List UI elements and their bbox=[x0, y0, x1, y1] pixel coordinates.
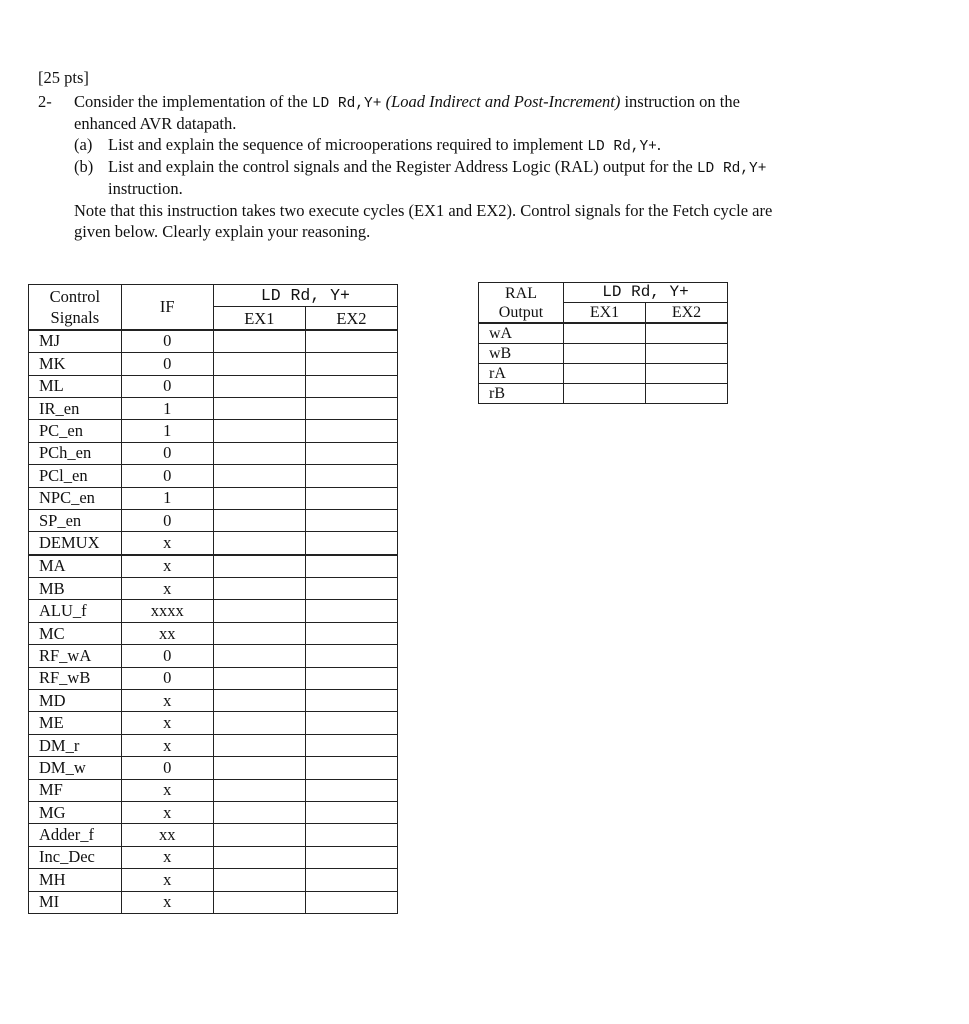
if-value: 0 bbox=[121, 465, 213, 487]
header-ral-output: RAL Output bbox=[479, 283, 564, 324]
ex2-cell[interactable] bbox=[305, 509, 397, 531]
signal-name: ML bbox=[29, 375, 122, 397]
if-value: 0 bbox=[121, 667, 213, 689]
signal-name: IR_en bbox=[29, 397, 122, 419]
ex2-cell[interactable] bbox=[305, 442, 397, 464]
ex2-cell[interactable] bbox=[305, 353, 397, 375]
ex2-cell[interactable] bbox=[305, 846, 397, 868]
ex1-cell[interactable] bbox=[213, 465, 305, 487]
table-row bbox=[29, 734, 398, 756]
if-value: 0 bbox=[121, 509, 213, 531]
if-value: 1 bbox=[121, 420, 213, 442]
ral-ex1-cell[interactable] bbox=[564, 364, 646, 384]
signal-name: MJ bbox=[29, 330, 122, 353]
ex1-cell[interactable] bbox=[213, 734, 305, 756]
part-a-label: (a) bbox=[74, 135, 93, 154]
ex1-cell[interactable] bbox=[213, 846, 305, 868]
table-row bbox=[29, 779, 398, 801]
if-value: 0 bbox=[121, 442, 213, 464]
ral-header-instruction: LD Rd, Y+ bbox=[564, 283, 728, 303]
ex1-cell[interactable] bbox=[213, 622, 305, 644]
if-value: 1 bbox=[121, 397, 213, 419]
ex2-cell[interactable] bbox=[305, 690, 397, 712]
part-b-line2: instruction. bbox=[108, 179, 183, 198]
ral-table-row bbox=[479, 323, 728, 344]
ral-ex2-cell[interactable] bbox=[646, 323, 728, 344]
table-row bbox=[29, 846, 398, 868]
control-signals-table bbox=[28, 284, 398, 914]
table-row bbox=[29, 532, 398, 555]
signal-name: MC bbox=[29, 622, 122, 644]
if-value: 0 bbox=[121, 330, 213, 353]
ral-output-table bbox=[478, 282, 728, 404]
question-intro-line1: Consider the implementation of the LD Rd,Y+ (Load Indirect and Post-Increment) instruction on the bbox=[74, 92, 740, 112]
ral-header-ex2: EX2 bbox=[646, 303, 728, 324]
points-label: [25 pts] bbox=[38, 68, 89, 87]
table-row bbox=[29, 375, 398, 397]
signal-name: SP_en bbox=[29, 509, 122, 531]
table-row bbox=[29, 622, 398, 644]
note-line2: given below. Clearly explain your reasoning. bbox=[74, 222, 371, 241]
signal-name: PCh_en bbox=[29, 442, 122, 464]
ex2-cell[interactable] bbox=[305, 801, 397, 823]
ex2-cell[interactable] bbox=[305, 869, 397, 891]
if-value: xx bbox=[121, 622, 213, 644]
table-row bbox=[29, 420, 398, 442]
part-b-text: List and explain the control signals and the Register Address Logic (RAL) output for the LD Rd,Y+ bbox=[108, 157, 767, 177]
table-row bbox=[29, 397, 398, 419]
control-table-header-row-1 bbox=[29, 285, 398, 307]
ral-ex1-cell[interactable] bbox=[564, 323, 646, 344]
if-value: x bbox=[121, 734, 213, 756]
ex1-cell[interactable] bbox=[213, 869, 305, 891]
instruction-code: LD Rd,Y+ bbox=[311, 96, 382, 112]
ex1-cell[interactable] bbox=[213, 891, 305, 913]
ex1-cell[interactable] bbox=[213, 690, 305, 712]
table-row bbox=[29, 509, 398, 531]
if-value: x bbox=[121, 532, 213, 555]
note-line1: Note that this instruction takes two execute cycles (EX1 and EX2). Control signals for the Fetch cycle are bbox=[74, 201, 773, 220]
table-row bbox=[29, 869, 398, 891]
if-value: xxxx bbox=[121, 600, 213, 622]
ex2-cell[interactable] bbox=[305, 891, 397, 913]
signal-name: PCl_en bbox=[29, 465, 122, 487]
header-instruction: LD Rd, Y+ bbox=[213, 285, 397, 307]
ral-table-row bbox=[479, 364, 728, 384]
ex1-cell[interactable] bbox=[213, 578, 305, 600]
if-value: 0 bbox=[121, 645, 213, 667]
signal-name: DM_r bbox=[29, 734, 122, 756]
ex1-cell[interactable] bbox=[213, 420, 305, 442]
signal-name: PC_en bbox=[29, 420, 122, 442]
if-value: x bbox=[121, 712, 213, 734]
ral-ex1-cell[interactable] bbox=[564, 384, 646, 404]
table-row bbox=[29, 690, 398, 712]
ex1-cell[interactable] bbox=[213, 487, 305, 509]
question-number: 2- bbox=[38, 92, 52, 111]
ex1-cell[interactable] bbox=[213, 397, 305, 419]
signal-name: Adder_f bbox=[29, 824, 122, 846]
table-row bbox=[29, 891, 398, 913]
if-value: x bbox=[121, 555, 213, 578]
ral-table-header-row-1 bbox=[479, 283, 728, 303]
ex1-cell[interactable] bbox=[213, 757, 305, 779]
ex1-cell[interactable] bbox=[213, 779, 305, 801]
ex1-cell[interactable] bbox=[213, 712, 305, 734]
signal-name: RF_wA bbox=[29, 645, 122, 667]
table-row bbox=[29, 555, 398, 578]
ex1-cell[interactable] bbox=[213, 532, 305, 555]
if-value: xx bbox=[121, 824, 213, 846]
header-control-signals: Control Signals bbox=[29, 285, 122, 330]
part-b-label: (b) bbox=[74, 157, 94, 176]
table-row bbox=[29, 712, 398, 734]
signal-name: DM_w bbox=[29, 757, 122, 779]
ex2-cell[interactable] bbox=[305, 532, 397, 555]
signal-name: RF_wB bbox=[29, 667, 122, 689]
ral-ex2-cell[interactable] bbox=[646, 344, 728, 364]
signal-name: MI bbox=[29, 891, 122, 913]
ex2-cell[interactable] bbox=[305, 779, 397, 801]
signal-name: MD bbox=[29, 690, 122, 712]
ex2-cell[interactable] bbox=[305, 600, 397, 622]
ex2-cell[interactable] bbox=[305, 757, 397, 779]
table-row bbox=[29, 645, 398, 667]
if-value: 1 bbox=[121, 487, 213, 509]
ex2-cell[interactable] bbox=[305, 578, 397, 600]
ral-ex1-cell[interactable] bbox=[564, 344, 646, 364]
ex1-cell[interactable] bbox=[213, 801, 305, 823]
ex2-cell[interactable] bbox=[305, 397, 397, 419]
signal-name: MH bbox=[29, 869, 122, 891]
if-value: x bbox=[121, 846, 213, 868]
table-row bbox=[29, 757, 398, 779]
ral-header-ex1: EX1 bbox=[564, 303, 646, 324]
ex2-cell[interactable] bbox=[305, 420, 397, 442]
if-value: 0 bbox=[121, 757, 213, 779]
ex1-cell[interactable] bbox=[213, 375, 305, 397]
table-row bbox=[29, 600, 398, 622]
signal-name: ME bbox=[29, 712, 122, 734]
ex2-cell[interactable] bbox=[305, 555, 397, 578]
ex2-cell[interactable] bbox=[305, 622, 397, 644]
ex1-cell[interactable] bbox=[213, 667, 305, 689]
ral-ex2-cell[interactable] bbox=[646, 384, 728, 404]
header-ex1: EX1 bbox=[213, 307, 305, 330]
signal-name: DEMUX bbox=[29, 532, 122, 555]
if-value: x bbox=[121, 779, 213, 801]
ex1-cell[interactable] bbox=[213, 824, 305, 846]
table-row bbox=[29, 330, 398, 353]
ex2-cell[interactable] bbox=[305, 734, 397, 756]
ral-signal-name: wA bbox=[479, 323, 564, 344]
ex2-cell[interactable] bbox=[305, 667, 397, 689]
ral-signal-name: rA bbox=[479, 364, 564, 384]
if-value: x bbox=[121, 891, 213, 913]
table-row bbox=[29, 487, 398, 509]
signal-name: NPC_en bbox=[29, 487, 122, 509]
ex2-cell[interactable] bbox=[305, 824, 397, 846]
table-row bbox=[29, 353, 398, 375]
signal-name: ALU_f bbox=[29, 600, 122, 622]
if-value: 0 bbox=[121, 353, 213, 375]
ex2-cell[interactable] bbox=[305, 375, 397, 397]
table-row bbox=[29, 801, 398, 823]
ex1-cell[interactable] bbox=[213, 353, 305, 375]
ral-signal-name: rB bbox=[479, 384, 564, 404]
header-ex2: EX2 bbox=[305, 307, 397, 330]
ex2-cell[interactable] bbox=[305, 712, 397, 734]
signal-name: MF bbox=[29, 779, 122, 801]
ral-signal-name: wB bbox=[479, 344, 564, 364]
if-value: x bbox=[121, 869, 213, 891]
ex2-cell[interactable] bbox=[305, 487, 397, 509]
signal-name: Inc_Dec bbox=[29, 846, 122, 868]
signal-name: MK bbox=[29, 353, 122, 375]
table-row bbox=[29, 442, 398, 464]
ex2-cell[interactable] bbox=[305, 465, 397, 487]
if-value: x bbox=[121, 578, 213, 600]
signal-name: MB bbox=[29, 578, 122, 600]
if-value: x bbox=[121, 690, 213, 712]
ex1-cell[interactable] bbox=[213, 600, 305, 622]
table-row bbox=[29, 578, 398, 600]
part-a-text: List and explain the sequence of microoperations required to implement LD Rd,Y+. bbox=[108, 135, 662, 155]
question-intro-line2: enhanced AVR datapath. bbox=[74, 114, 237, 133]
ex2-cell[interactable] bbox=[305, 645, 397, 667]
header-if: IF bbox=[121, 285, 213, 330]
ex1-cell[interactable] bbox=[213, 555, 305, 578]
signal-name: MG bbox=[29, 801, 122, 823]
table-row bbox=[29, 465, 398, 487]
ex1-cell[interactable] bbox=[213, 330, 305, 353]
table-row bbox=[29, 667, 398, 689]
if-value: 0 bbox=[121, 375, 213, 397]
table-row bbox=[29, 824, 398, 846]
ex1-cell[interactable] bbox=[213, 442, 305, 464]
signal-name: MA bbox=[29, 555, 122, 578]
ral-table-row bbox=[479, 344, 728, 364]
ral-table-row bbox=[479, 384, 728, 404]
if-value: x bbox=[121, 801, 213, 823]
ral-ex2-cell[interactable] bbox=[646, 364, 728, 384]
ex1-cell[interactable] bbox=[213, 509, 305, 531]
ex2-cell[interactable] bbox=[305, 330, 397, 353]
ex1-cell[interactable] bbox=[213, 645, 305, 667]
